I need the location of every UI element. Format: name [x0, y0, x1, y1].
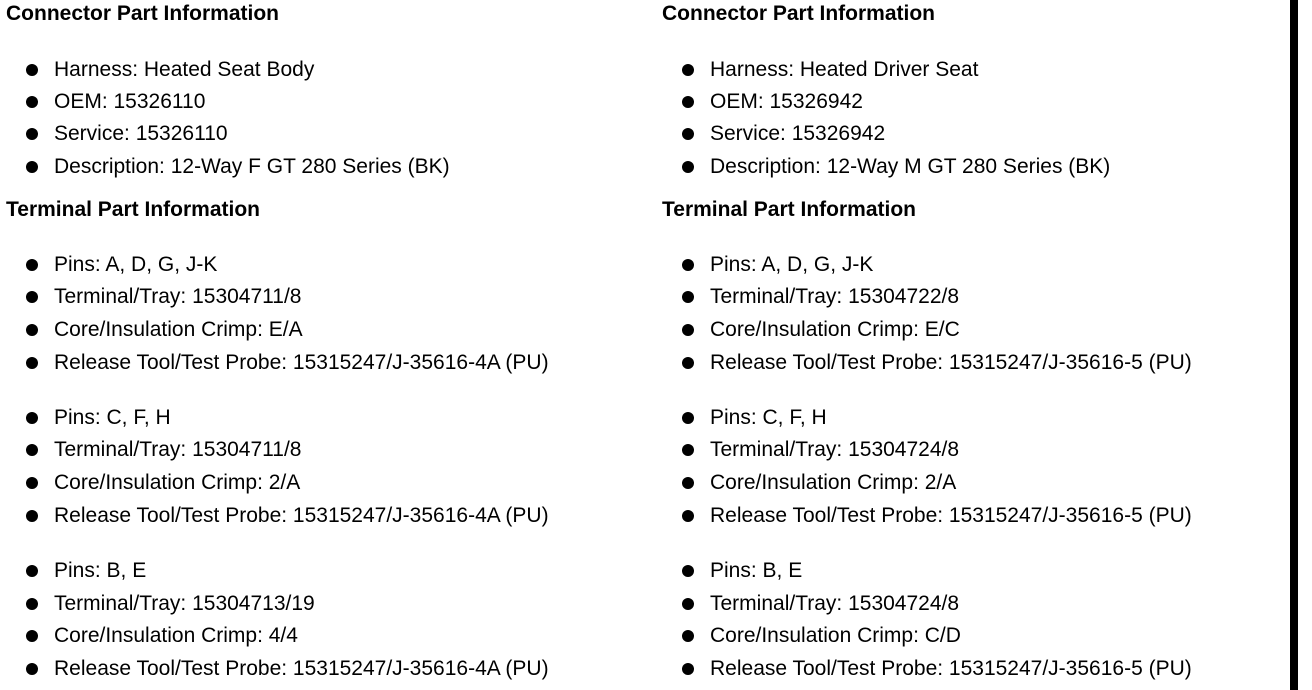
list-item: Pins: C, F, H [710, 405, 827, 431]
list-item: Pins: C, F, H [54, 405, 171, 431]
list-item: Service: 15326110 [54, 121, 228, 147]
list-item: Release Tool/Test Probe: 15315247/J-35616-4A (PU) [54, 503, 549, 529]
list-item: OEM: 15326110 [54, 89, 205, 115]
bullet-icon [26, 630, 38, 642]
list-item: Description: 12-Way M GT 280 Series (BK) [710, 154, 1110, 180]
connector-heading: Connector Part Information [662, 2, 936, 25]
list-item: Release Tool/Test Probe: 15315247/J-35616-5 (PU) [710, 350, 1192, 376]
list-item: Pins: B, E [54, 558, 146, 584]
bullet-icon [26, 412, 38, 424]
bullet-icon [682, 630, 694, 642]
list-item: Terminal/Tray: 15304713/19 [54, 591, 315, 617]
bullet-icon [682, 510, 694, 522]
list-item: Service: 15326942 [710, 121, 885, 147]
bullet-icon [26, 291, 38, 303]
list-item: Terminal/Tray: 15304724/8 [710, 591, 959, 617]
list-item: Pins: B, E [710, 558, 802, 584]
list-item: Pins: A, D, G, J-K [710, 252, 873, 278]
bullet-icon [682, 598, 694, 610]
bullet-icon [26, 477, 38, 489]
bullet-icon [682, 444, 694, 456]
list-item: Pins: A, D, G, J-K [54, 252, 217, 278]
bullet-icon [26, 565, 38, 577]
bullet-icon [26, 324, 38, 336]
bullet-icon [682, 128, 694, 140]
terminal-heading: Terminal Part Information [662, 198, 916, 221]
list-item: Release Tool/Test Probe: 15315247/J-35616-5 (PU) [710, 503, 1192, 529]
bullet-icon [26, 96, 38, 108]
bullet-icon [26, 357, 38, 369]
list-item: Terminal/Tray: 15304711/8 [54, 284, 301, 310]
bullet-icon [26, 510, 38, 522]
bullet-icon [682, 412, 694, 424]
right-border-rule [1290, 0, 1298, 690]
list-item: Terminal/Tray: 15304711/8 [54, 437, 301, 463]
list-item: Core/Insulation Crimp: 4/4 [54, 623, 298, 649]
bullet-icon [682, 324, 694, 336]
bullet-icon [682, 477, 694, 489]
bullet-icon [26, 663, 38, 675]
bullet-icon [682, 291, 694, 303]
bullet-icon [682, 565, 694, 577]
list-item: Terminal/Tray: 15304724/8 [710, 437, 959, 463]
bullet-icon [682, 96, 694, 108]
bullet-icon [26, 128, 38, 140]
list-item: Core/Insulation Crimp: E/A [54, 317, 303, 343]
list-item: Core/Insulation Crimp: C/D [710, 623, 961, 649]
bullet-icon [682, 259, 694, 271]
terminal-heading: Terminal Part Information [6, 198, 260, 221]
list-item: Harness: Heated Seat Body [54, 57, 314, 83]
right-column [662, 0, 1290, 690]
list-item: OEM: 15326942 [710, 89, 863, 115]
bullet-icon [682, 357, 694, 369]
bullet-icon [26, 444, 38, 456]
bullet-icon [682, 64, 694, 76]
list-item: Harness: Heated Driver Seat [710, 57, 978, 83]
left-column [6, 0, 656, 690]
list-item: Description: 12-Way F GT 280 Series (BK) [54, 154, 450, 180]
bullet-icon [26, 161, 38, 173]
list-item: Release Tool/Test Probe: 15315247/J-35616-4A (PU) [54, 656, 549, 682]
bullet-icon [26, 259, 38, 271]
list-item: Terminal/Tray: 15304722/8 [710, 284, 959, 310]
bullet-icon [26, 64, 38, 76]
list-item: Core/Insulation Crimp: 2/A [710, 470, 956, 496]
list-item: Release Tool/Test Probe: 15315247/J-35616-4A (PU) [54, 350, 549, 376]
bullet-icon [26, 598, 38, 610]
list-item: Release Tool/Test Probe: 15315247/J-35616-5 (PU) [710, 656, 1192, 682]
connector-heading: Connector Part Information [6, 2, 280, 25]
list-item: Core/Insulation Crimp: E/C [710, 317, 960, 343]
bullet-icon [682, 161, 694, 173]
bullet-icon [682, 663, 694, 675]
list-item: Core/Insulation Crimp: 2/A [54, 470, 300, 496]
